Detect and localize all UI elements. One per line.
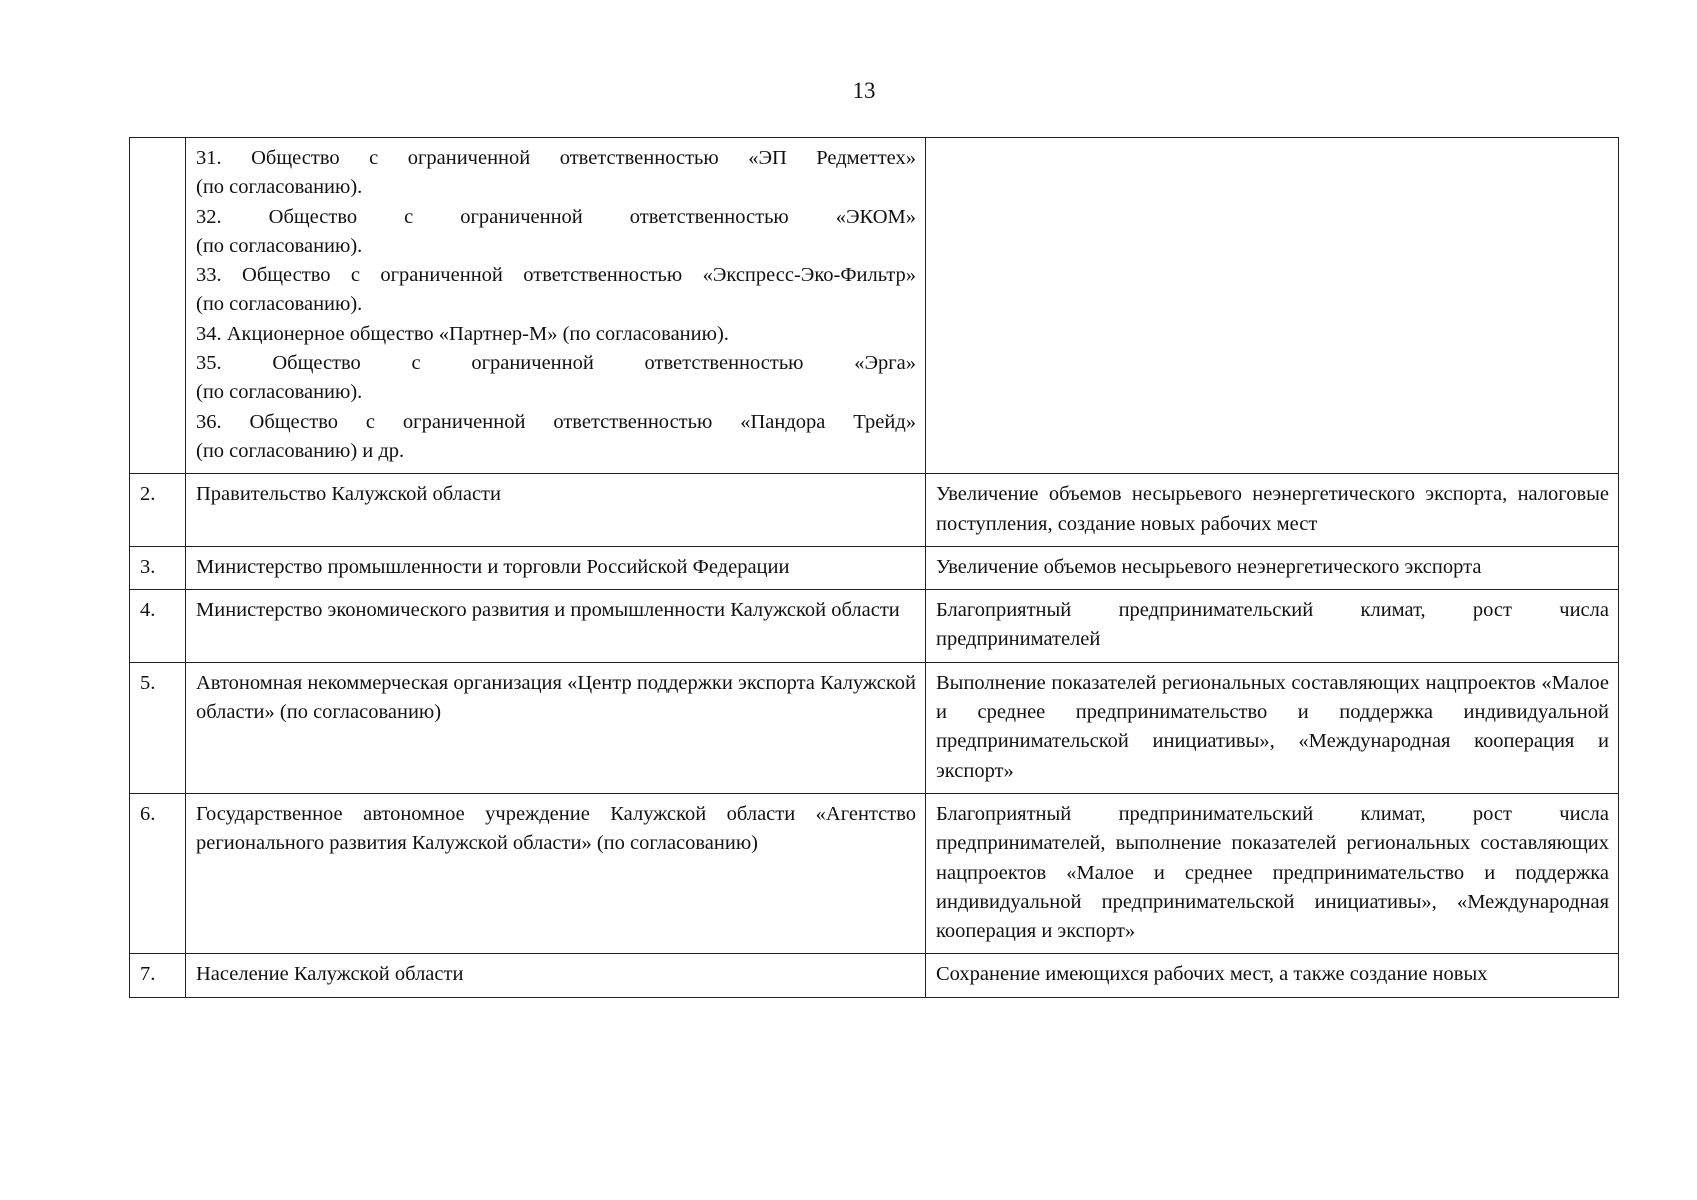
organization-name: Население Калужской области — [186, 954, 926, 997]
list-item — [196, 261, 916, 320]
page-number: 13 — [852, 78, 876, 103]
table-row — [130, 954, 1619, 997]
table-row — [130, 662, 1619, 793]
table-row — [130, 138, 1619, 474]
row-number: 5. — [130, 662, 186, 793]
organization-name: Автономная некоммерческая организация «Центр поддержки экспорта Калужской области» (по согласованию) — [186, 662, 926, 793]
expected-result: Увеличение объемов несырьевого неэнергетического экспорта — [926, 546, 1619, 589]
result-cell — [926, 138, 1619, 474]
table-row — [130, 590, 1619, 663]
list-item — [196, 144, 916, 203]
organization-name: Государственное автономное учреждение Калужской области «Агентство регионального развития Калужской области» (по согласованию) — [186, 793, 926, 953]
row-number-cell — [130, 138, 186, 474]
expected-result: Благоприятный предпринимательский климат, рост числа предпринимателей, выполнение показателей региональных составляющих нацпроектов «Малое и среднее предпринимательство и поддержка индивидуальной предпринимательской инициативы», «Международная кооперация и экспорт» — [926, 793, 1619, 953]
row-number: 3. — [130, 546, 186, 589]
list-item-first-line: 33. Общество с ограниченной ответственностью «Экспресс-Эко-Фильтр» — [196, 264, 916, 287]
list-item — [196, 203, 916, 262]
expected-result: Выполнение показателей региональных составляющих нацпроектов «Малое и среднее предпринимательство и поддержка индивидуальной предпринимательской инициативы», «Международная кооперация и экспорт» — [926, 662, 1619, 793]
list-item-rest: (по согласованию). — [196, 176, 363, 199]
organization-name: Правительство Калужской области — [186, 474, 926, 547]
list-item-first-line: 31. Общество с ограниченной ответственностью «ЭП Редметтех» — [196, 147, 916, 169]
organization-cell — [186, 138, 926, 474]
list-item-first-line: 35. Общество с ограниченной ответственностью «Эрга» — [196, 352, 916, 375]
list-item-rest: (по согласованию) и др. — [196, 439, 405, 462]
table-row — [130, 793, 1619, 953]
row-number: 7. — [130, 954, 186, 997]
participants-table — [129, 137, 1619, 998]
list-item-first-line: 32. Общество с ограниченной ответственностью «ЭКОМ» — [196, 205, 916, 228]
list-item — [196, 408, 916, 467]
expected-result: Сохранение имеющихся рабочих мест, а также создание новых — [926, 954, 1619, 997]
organization-name: Министерство промышленности и торговли Российской Федерации — [186, 546, 926, 589]
list-item-rest: (по согласованию). — [196, 234, 363, 257]
list-item — [196, 349, 916, 408]
organization-name: Министерство экономического развития и промышленности Калужской области — [186, 590, 926, 663]
list-item-rest: (по согласованию). — [196, 381, 363, 404]
row-number: 2. — [130, 474, 186, 547]
list-item-rest: (по согласованию). — [196, 293, 363, 316]
list-item-first-line: 34. Акционерное общество «Партнер-М» (по согласованию). — [196, 322, 729, 345]
expected-result: Увеличение объемов несырьевого неэнергетического экспорта, налоговые поступления, создание новых рабочих мест — [926, 474, 1619, 547]
row-number: 4. — [130, 590, 186, 663]
table-row — [130, 546, 1619, 589]
table-row — [130, 474, 1619, 547]
list-item — [196, 320, 916, 349]
row-number: 6. — [130, 793, 186, 953]
list-item-first-line: 36. Общество с ограниченной ответственностью «Пандора Трейд» — [196, 410, 916, 433]
expected-result: Благоприятный предпринимательский климат, рост числа предпринимателей — [926, 590, 1619, 663]
